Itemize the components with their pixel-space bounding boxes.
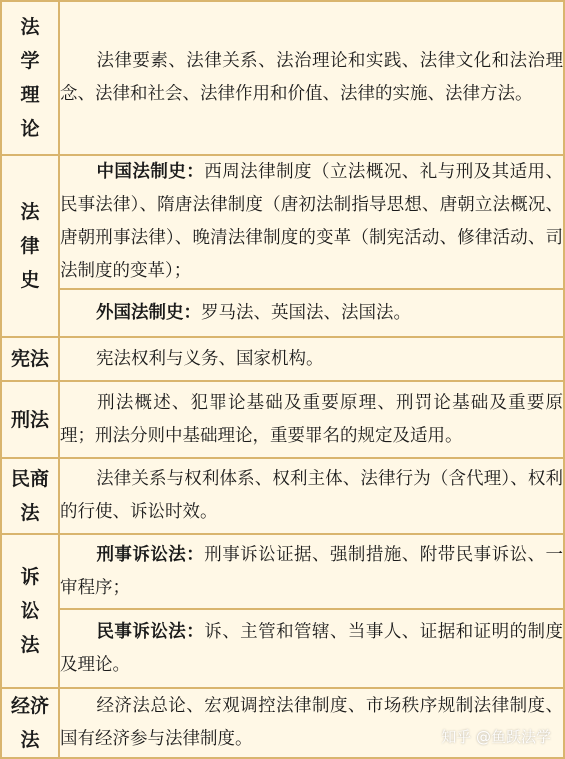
watermark: 知乎 @鱼跃法学 [441, 728, 551, 746]
subject-cell: 刑法 [1, 381, 59, 458]
content-cell: 法律关系与权利体系、权利主体、法律行为（含代理）、权利的行使、诉讼时效。 [59, 458, 564, 534]
section-title: 外国法制史： [96, 302, 201, 323]
table-row [1, 381, 564, 458]
table-row [1, 337, 564, 381]
content-cell: 刑事诉讼法：刑事诉讼证据、强制措施、附带民事诉讼、一审程序； [59, 534, 564, 609]
table-row [1, 289, 564, 337]
section-title: 中国法制史： [96, 162, 205, 182]
content-cell: 中国法制史：西周法律制度（立法概况、礼与刑及其适用、民事法律）、隋唐法律制度（唐初法制指导思想、唐朝立法概况、唐朝刑事法律）、晚清法律制度的变革（制宪活动、修律活动、司法制度的变革）； [59, 155, 564, 289]
table-row [1, 609, 564, 688]
section-title: 民事诉讼法： [96, 621, 205, 642]
content-cell: 外国法制史：罗马法、英国法、法国法。 [59, 289, 564, 337]
subject-cell: 法律史 [1, 155, 59, 337]
content-cell: 经济法总论、宏观调控法律制度、市场秩序规制法律制度、国有经济参与法律制度。 [59, 688, 564, 758]
content-cell: 法律要素、法律关系、法治理论和实践、法律文化和法治理念、法律和社会、法律作用和价值、法律的实施、法律方法。 [59, 1, 564, 155]
table-row [1, 534, 564, 609]
table-row [1, 1, 564, 155]
subject-cell: 法学理论 [1, 1, 59, 155]
table-row [1, 155, 564, 289]
content-cell: 宪法权利与义务、国家机构。 [59, 337, 564, 381]
subject-cell: 宪法 [1, 337, 59, 381]
section-title: 刑事诉讼法： [96, 544, 205, 565]
subject-cell: 经济法 [1, 688, 59, 758]
table-row [1, 458, 564, 534]
subject-cell: 民商法 [1, 458, 59, 534]
content-cell: 刑法概述、犯罪论基础及重要原理、刑罚论基础及重要原理；刑法分则中基础理论，重要罪名的规定及适用。 [59, 381, 564, 458]
content-cell: 民事诉讼法：诉、主管和管辖、当事人、证据和证明的制度及理论。 [59, 609, 564, 688]
table-row [1, 688, 564, 758]
subject-cell: 诉讼法 [1, 534, 59, 688]
